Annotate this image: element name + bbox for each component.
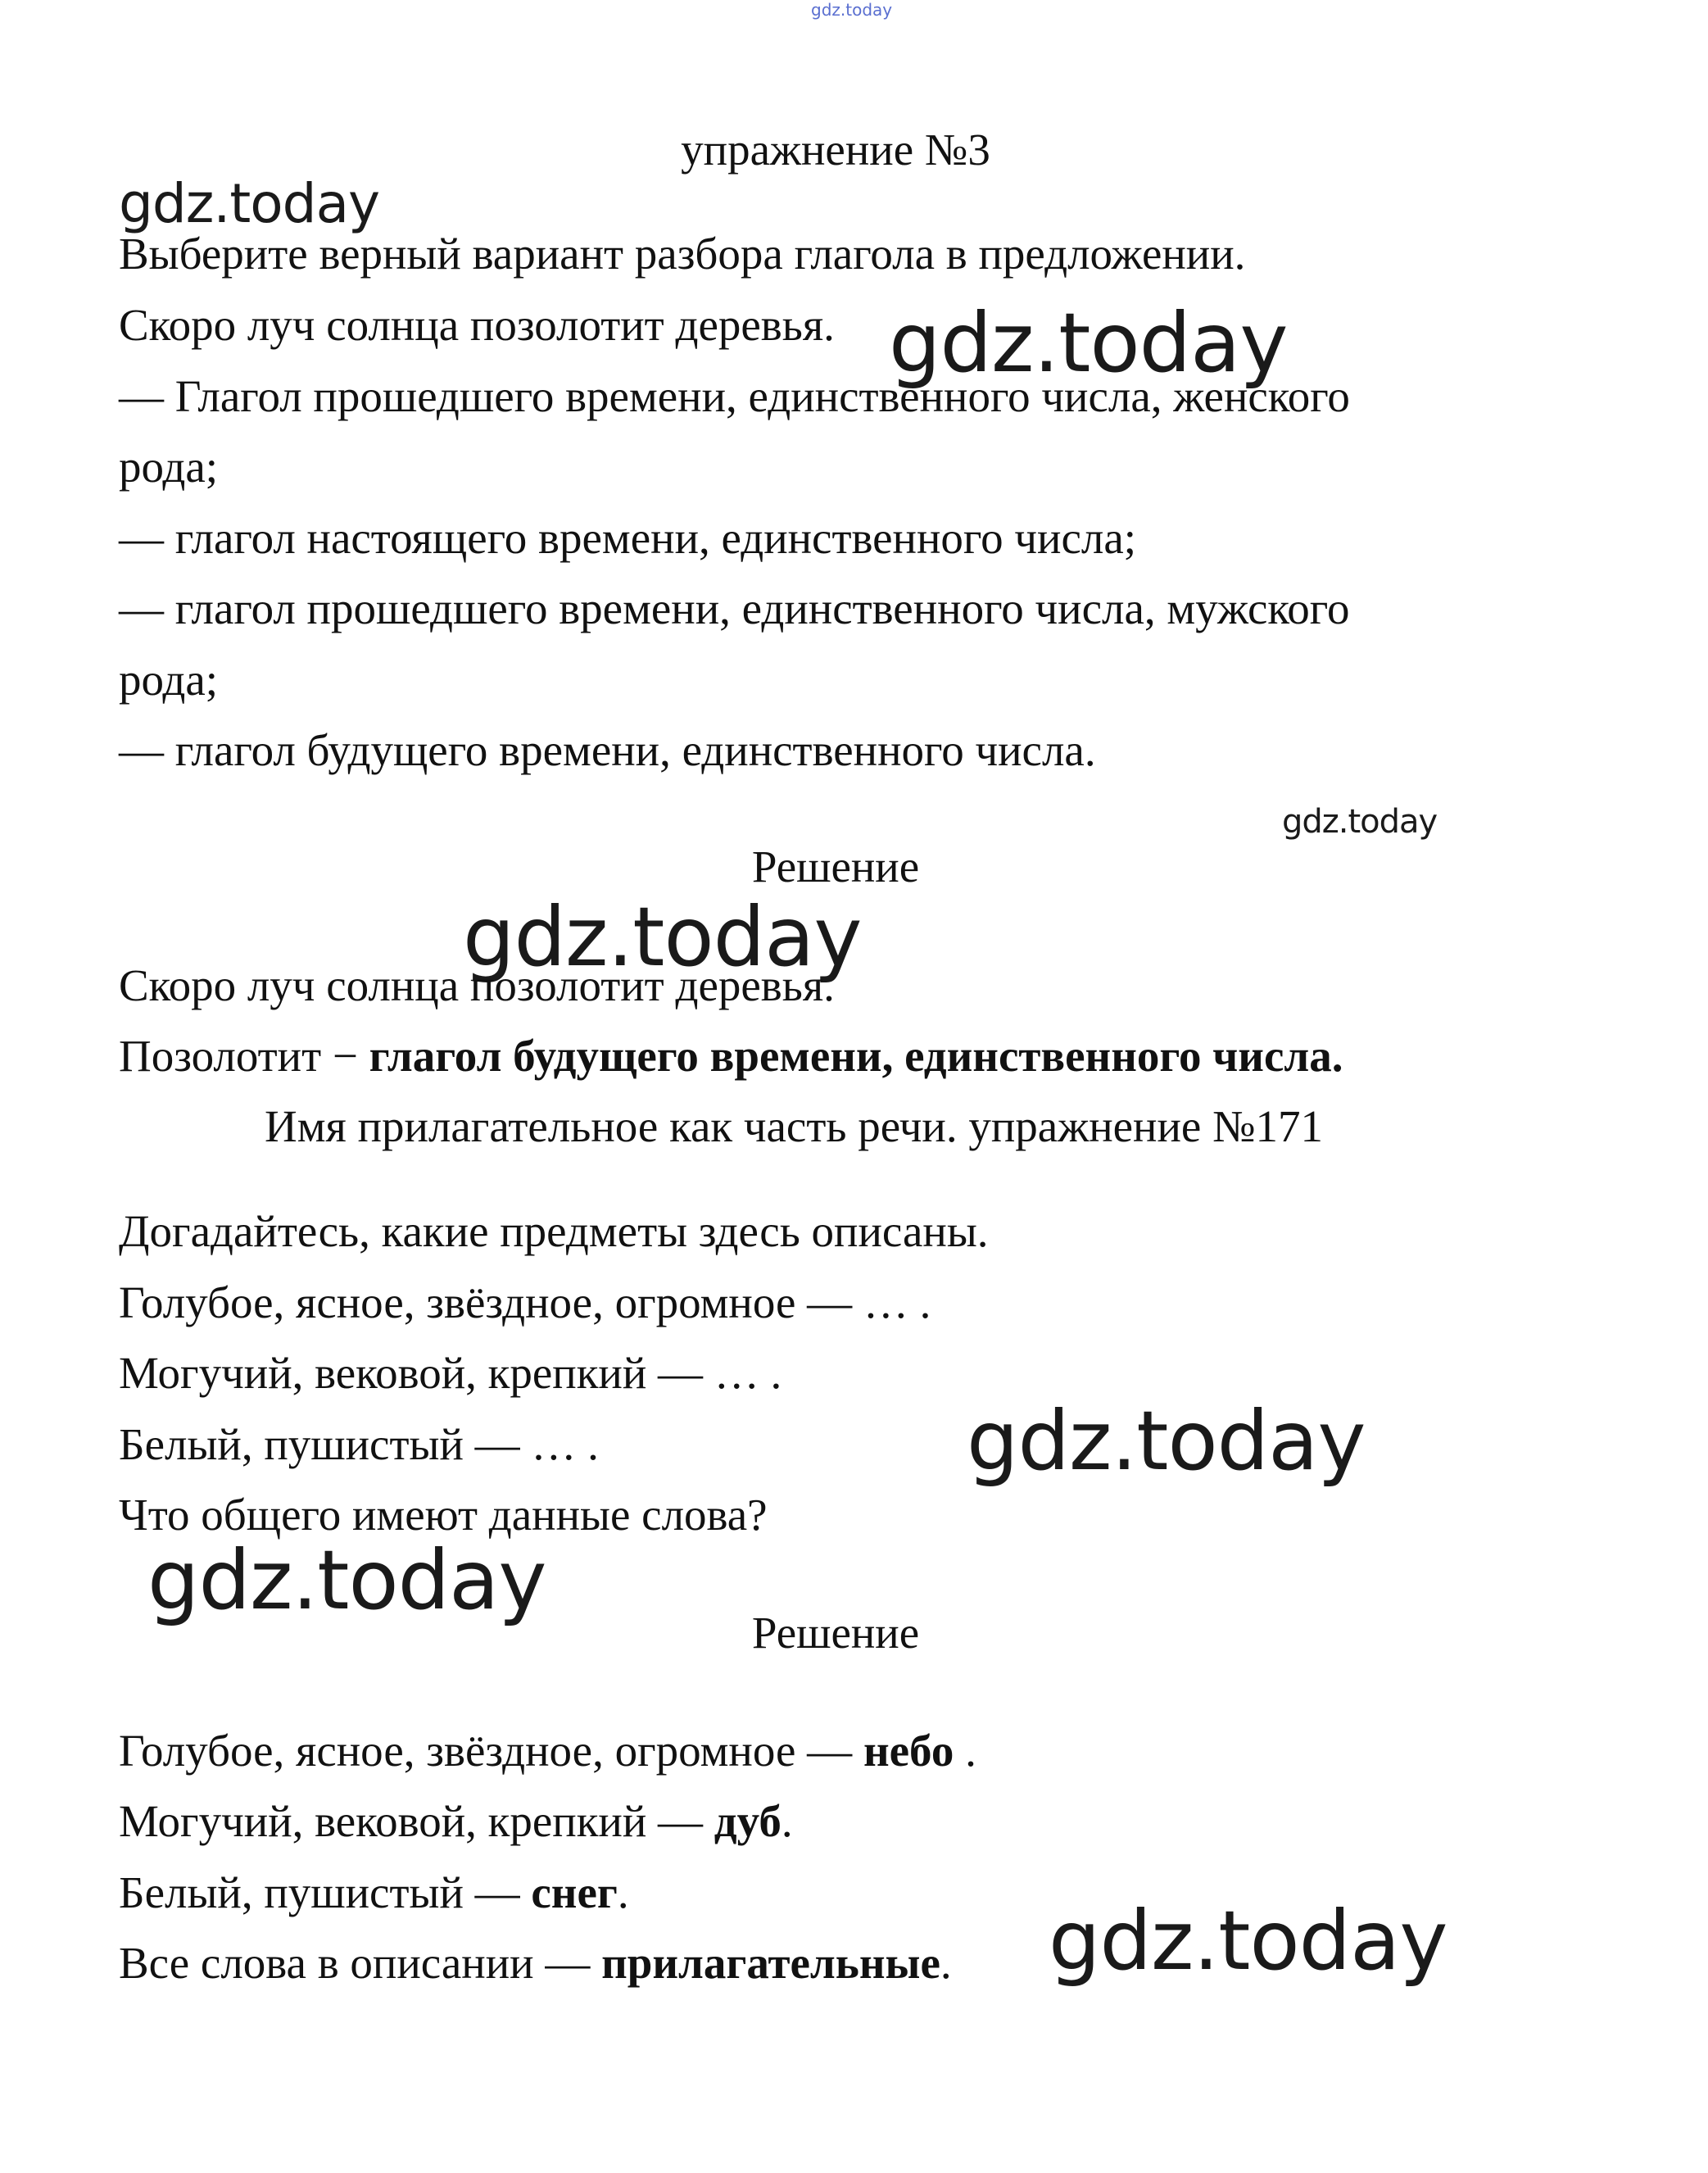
watermark-top: gdz.today: [811, 0, 893, 20]
exercise-2-answer: [119, 1794, 793, 1849]
answer-prefix: Голубое, ясное, звёздное, огромное —: [119, 1726, 863, 1776]
watermark: gdz.today: [967, 1393, 1366, 1489]
exercise-1-option: — глагол настоящего времени, единственного числа;: [119, 513, 1137, 563]
answer-bold: снег: [531, 1867, 618, 1917]
answer-prefix: Позолотит −: [119, 1031, 369, 1081]
exercise-1-answer: [119, 1029, 1343, 1083]
answer-bold: небо: [863, 1726, 954, 1776]
exercise-2-answer: [119, 1866, 629, 1920]
answer-bold: дуб: [714, 1796, 782, 1846]
answer-suffix: .: [940, 1938, 952, 1988]
answer-prefix: Белый, пушистый —: [119, 1867, 532, 1917]
exercise-1-option: — Глагол прошедшего времени, единственного числа, женского: [119, 371, 1350, 421]
exercise-2-task: Догадайтесь, какие предметы здесь описаны.: [119, 1206, 989, 1256]
answer-suffix: .: [617, 1867, 629, 1917]
watermark: gdz.today: [1282, 803, 1438, 841]
exercise-1-option: рода;: [119, 655, 219, 705]
watermark: gdz.today: [119, 172, 380, 235]
exercise-1-task: Выберите верный вариант разбора глагола в предложении.: [119, 229, 1246, 279]
exercise-2-line: Могучий, вековой, крепкий — … .: [119, 1348, 782, 1398]
answer-bold: прилагательные: [601, 1938, 940, 1988]
answer-suffix: .: [954, 1726, 976, 1776]
exercise-1-title: упражнение №3: [681, 125, 990, 175]
exercise-2-answer: [119, 1724, 976, 1778]
answer-prefix: Могучий, вековой, крепкий —: [119, 1796, 714, 1846]
exercise-2-title: Имя прилагательное как часть речи. упражнение №171: [265, 1101, 1324, 1151]
exercise-2-solution-heading: Решение: [751, 1608, 920, 1658]
exercise-1-solution-sentence: Скоро луч солнца позолотит деревья.: [119, 960, 835, 1010]
exercise-2-line: Белый, пушистый — … .: [119, 1419, 599, 1469]
answer-prefix: Все слова в описании —: [119, 1938, 602, 1988]
exercise-1-option: рода;: [119, 442, 219, 492]
exercise-1-solution-heading: Решение: [751, 842, 920, 891]
exercise-2-question: Что общего имеют данные слова?: [119, 1490, 768, 1540]
exercise-1-sentence: Скоро луч солнца позолотит деревья.: [119, 300, 835, 350]
watermark: gdz.today: [147, 1532, 546, 1628]
watermark: gdz.today: [463, 889, 862, 985]
watermark: gdz.today: [889, 295, 1288, 391]
exercise-1-option: — глагол будущего времени, единственного числа.: [119, 725, 1096, 775]
answer-suffix: .: [781, 1796, 793, 1846]
exercise-2-line: Голубое, ясное, звёздное, огромное — … .: [119, 1277, 931, 1327]
exercise-2-answer: [119, 1936, 952, 1990]
exercise-1-option: — глагол прошедшего времени, единственного числа, мужского: [119, 583, 1350, 633]
watermark: gdz.today: [1049, 1893, 1447, 1989]
answer-bold: глагол будущего времени, единственного числа.: [369, 1031, 1343, 1081]
